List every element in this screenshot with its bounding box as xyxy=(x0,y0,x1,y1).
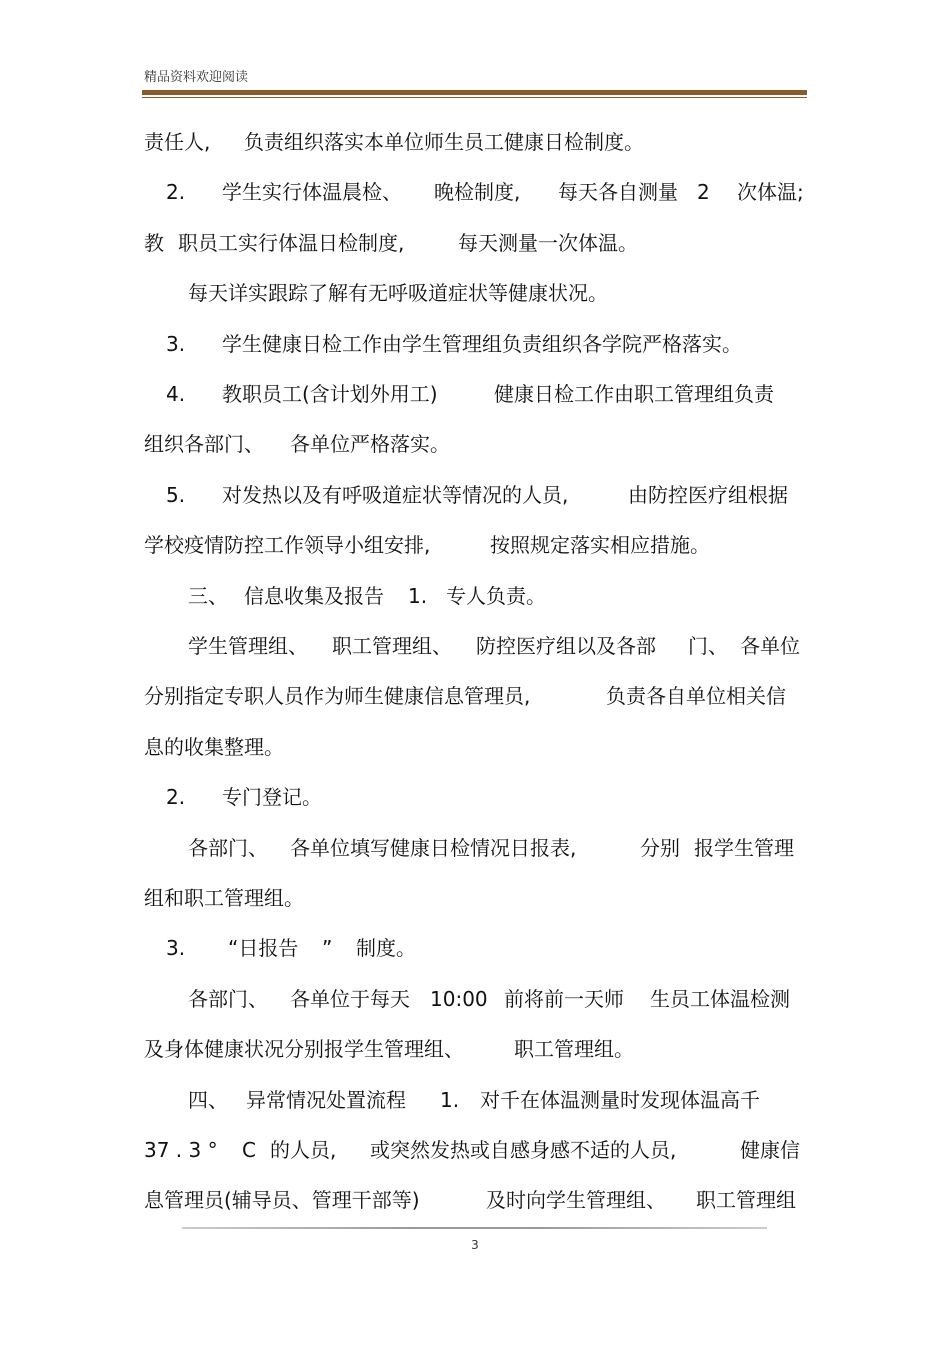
text-segment: 每天各自测量 xyxy=(558,180,678,205)
text-segment: 3. xyxy=(166,936,186,961)
text-segment: 息管理员(辅导员、管理干部等) xyxy=(144,1188,420,1213)
text-segment: 四、 xyxy=(188,1087,228,1112)
text-segment: 负责组织落实本单位师生员工健康日检制度。 xyxy=(244,130,644,154)
text-segment: ” xyxy=(322,936,333,961)
text-segment: 前将前一天师 xyxy=(504,986,624,1011)
text-segment: 各单位于每天 xyxy=(290,986,410,1011)
text-segment: 分别 xyxy=(640,835,680,860)
text-segment: 学生健康日检工作由学生管理组负责组织各学院严格落实。 xyxy=(222,331,742,356)
text-segment: 职工管理组。 xyxy=(514,1037,634,1062)
text-segment: 按照规定落实相应措施。 xyxy=(490,533,710,558)
text-segment: 信息收集及报告 xyxy=(244,583,384,608)
text-segment: 学生管理组、 xyxy=(188,634,308,658)
header-rule-thick xyxy=(142,90,807,95)
header-rule-thin xyxy=(142,97,807,98)
text-segment: 对千在体温测量时发现体温高千 xyxy=(480,1087,760,1112)
text-segment: 每天详实跟踪了解有无呼吸道症状等健康状况。 xyxy=(188,281,608,306)
text-segment: “日报告 xyxy=(228,936,299,961)
text-segment: 次体温; xyxy=(737,180,804,205)
text-segment: 各单位 xyxy=(740,634,800,658)
text-segment: 每天测量一次体温。 xyxy=(458,230,638,255)
text-segment: 2 xyxy=(697,180,710,205)
text-segment: 专门登记。 xyxy=(222,785,322,810)
text-segment: 各单位严格落实。 xyxy=(290,432,450,457)
text-segment: 的人员, xyxy=(270,1138,337,1162)
text-segment: 职工管理组 xyxy=(696,1188,796,1213)
text-segment: 1. xyxy=(408,583,428,608)
footer-rule xyxy=(182,1227,767,1229)
text-segment: 息的收集整理。 xyxy=(144,734,284,759)
text-segment: 健康信 xyxy=(740,1138,800,1162)
text-segment: 分别指定专职人员作为师生健康信息管理员, xyxy=(144,684,531,709)
page-header: 精品资料欢迎阅读 xyxy=(144,70,249,85)
text-segment: 2. xyxy=(166,180,186,205)
text-segment: 晚检制度, xyxy=(434,180,521,205)
text-segment: 学生实行体温晨检、 xyxy=(222,180,402,205)
text-segment: 教 xyxy=(144,230,164,255)
text-segment: 组和职工管理组。 xyxy=(144,886,304,910)
text-segment: 门、 xyxy=(688,634,728,658)
text-segment: 37 . 3 ° xyxy=(144,1138,218,1162)
text-segment: 制度。 xyxy=(356,936,416,961)
text-segment: 4. xyxy=(166,382,186,406)
text-segment: 三、 xyxy=(188,583,228,608)
text-segment: 对发热以及有呼吸道症状等情况的人员, xyxy=(222,482,569,507)
text-segment: 报学生管理 xyxy=(694,835,794,860)
text-segment: 生员工体温检测 xyxy=(650,986,790,1011)
text-segment: 健康日检工作由职工管理组负责 xyxy=(494,382,774,406)
text-segment: 职员工实行体温日检制度, xyxy=(178,230,405,255)
text-segment: 教职员工(含计划外用工) xyxy=(222,382,438,406)
text-segment: 及时向学生管理组、 xyxy=(486,1188,666,1213)
text-segment: 防控医疗组以及各部 xyxy=(476,634,656,658)
text-segment: 3. xyxy=(166,331,186,356)
page-number: 3 xyxy=(471,1238,479,1252)
text-segment: 或突然发热或自感身感不适的人员, xyxy=(370,1138,677,1162)
text-segment: 及身体健康状况分别报学生管理组、 xyxy=(144,1037,464,1062)
text-segment: 2. xyxy=(166,785,186,810)
text-segment: 组织各部门、 xyxy=(144,432,264,457)
text-segment: 负责各自单位相关信 xyxy=(606,684,786,709)
text-segment: 各单位填写健康日检情况日报表, xyxy=(290,835,577,860)
text-segment: 学校疫情防控工作领导小组安排, xyxy=(144,533,431,558)
text-segment: 异常情况处置流程 xyxy=(246,1087,406,1112)
text-segment: 职工管理组、 xyxy=(332,634,452,658)
text-segment: 各部门、 xyxy=(188,986,268,1011)
text-segment: 由防控医疗组根据 xyxy=(628,482,788,507)
text-segment: 1. xyxy=(440,1087,460,1112)
text-segment: 责任人, xyxy=(144,130,211,154)
text-segment: 各部门、 xyxy=(188,835,268,860)
text-segment: 10:00 xyxy=(430,986,488,1011)
text-segment: C xyxy=(242,1138,256,1162)
text-segment: 5. xyxy=(166,482,186,507)
text-segment: 专人负责。 xyxy=(446,583,546,608)
